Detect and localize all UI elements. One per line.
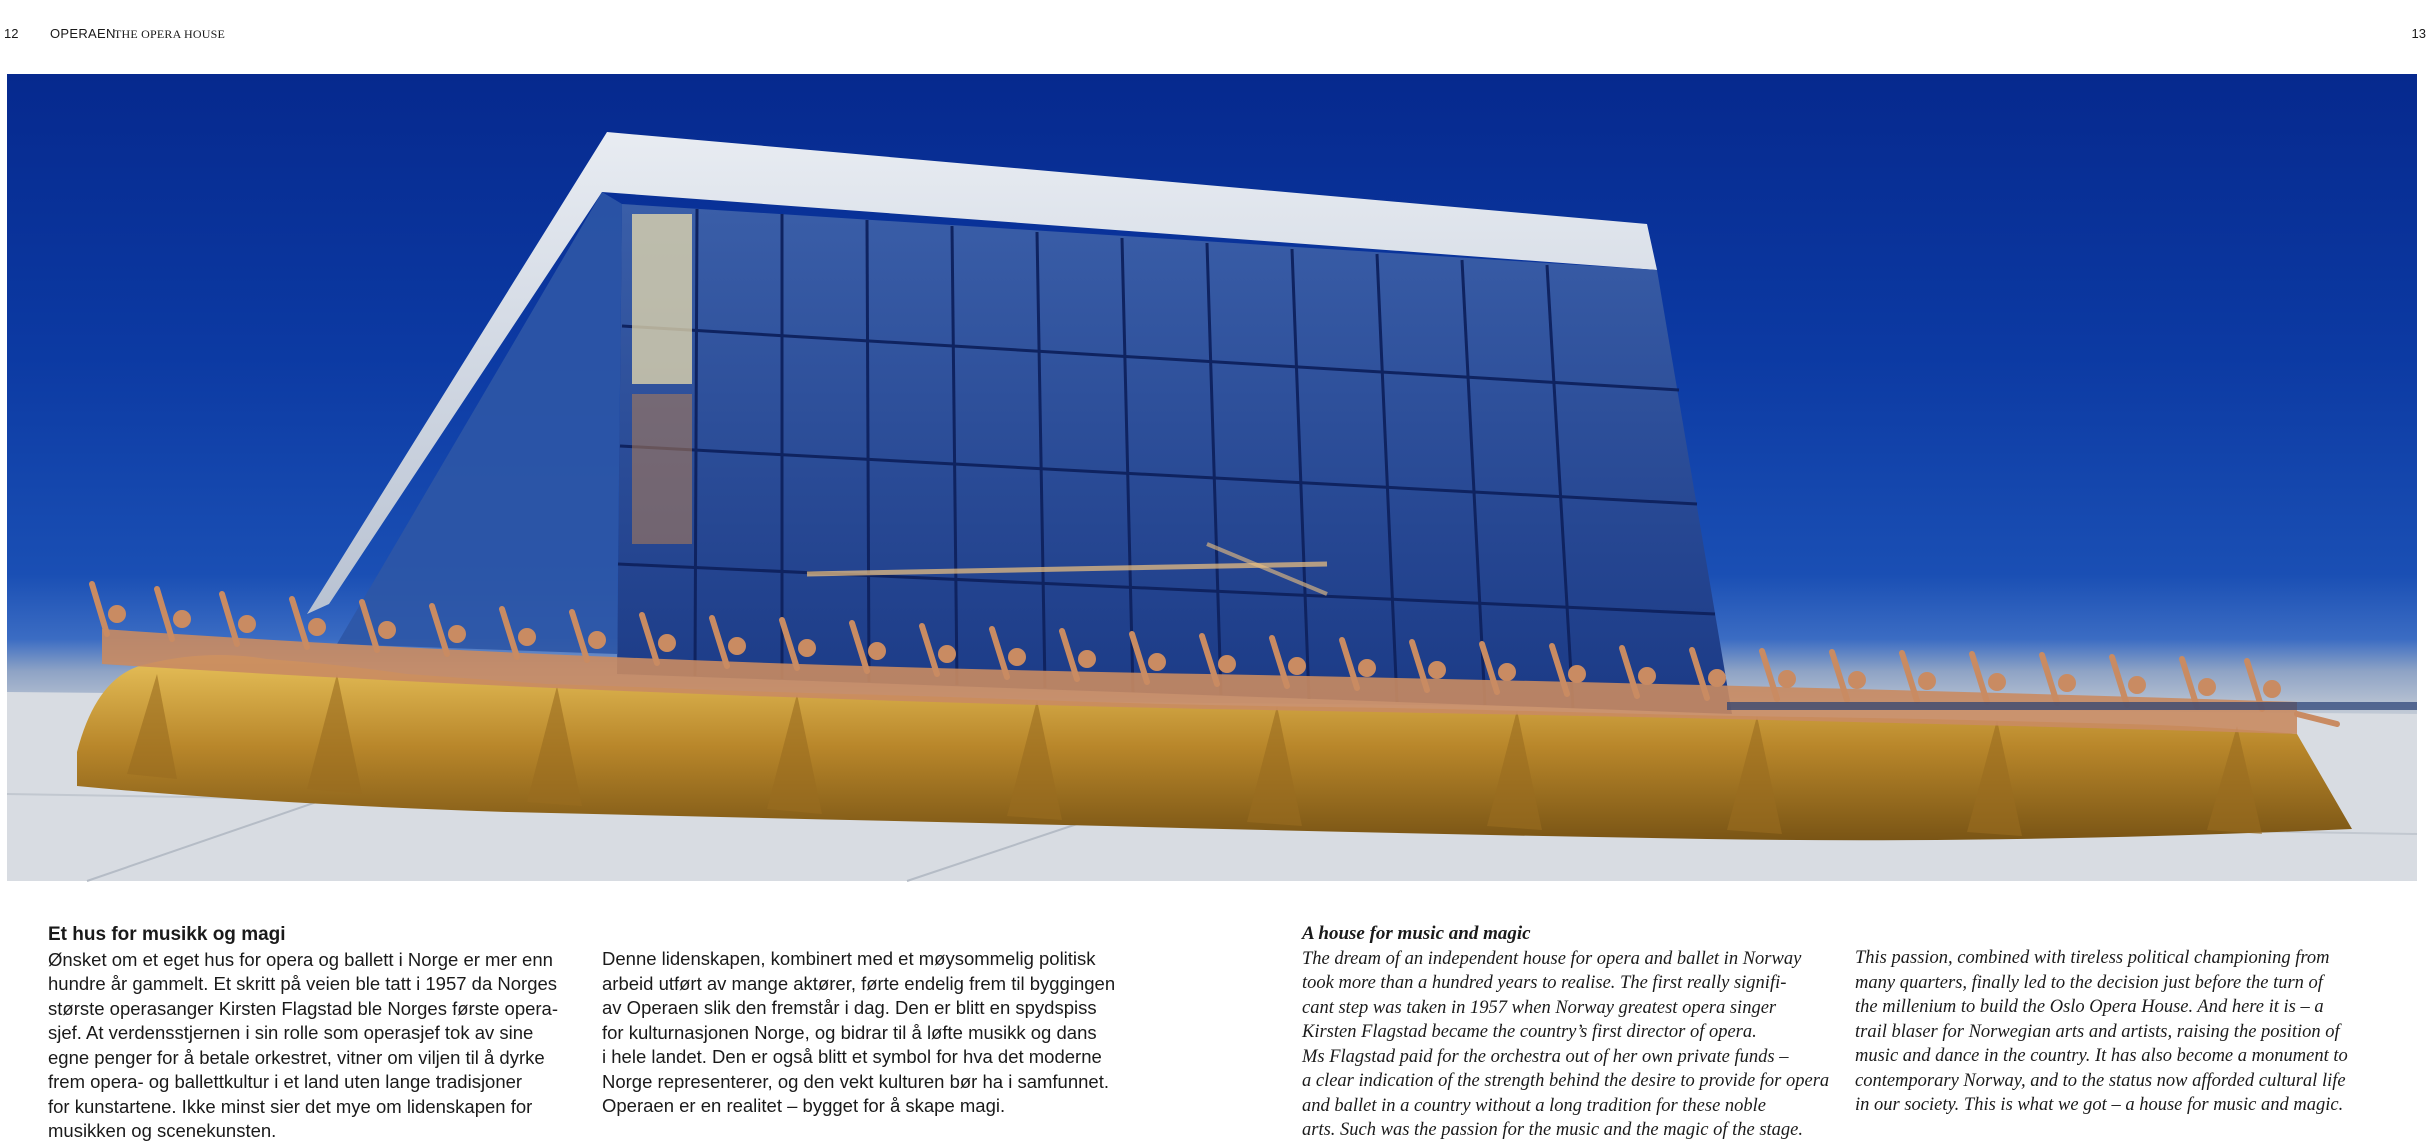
english-column-1 [1302, 922, 1862, 1143]
brand-title: OPERAEN [50, 26, 116, 41]
brand-subtitle: THE OPERA HOUSE [114, 27, 226, 41]
english-body-1: The dream of an independent house for opera and ballet in Norway took more than a hundred years to realise. The first really signifi- cant step was taken in 1957 when Norway greatest opera singer Kirsten Flagstad became the country’s first director of opera. Ms Flagstad paid for the orchestra out of her own private funds – a clear indication of the strength behind the desire to provide for opera and ballet in a country without a long tradition for these noble arts. Such was the passion for the music and the magic of the stage. [1302, 948, 1830, 1140]
norwegian-column-2 [602, 947, 1162, 1119]
english-column-2 [1855, 946, 2415, 1118]
english-body-2: This passion, combined with tireless political championing from many quarters, finally led to the decision just before the turn of the millenium to build the Oslo Opera House. And here it is – a trail blaser for Norwegian arts and artists, raising the position of music and dance in the country. It has also become a monument to contemporary Norway, and to the status now afforded cultural life in our society. This is what we got – a house for music and magic. [1855, 948, 2348, 1115]
norwegian-heading: Et hus for musikk og magi [48, 924, 286, 945]
english-heading: A house for music and magic [1302, 923, 1531, 944]
norwegian-column-1 [48, 923, 588, 1144]
hero-photo [7, 74, 2417, 881]
page-number-left: 12 [4, 26, 19, 41]
page-number-right: 13 [2411, 26, 2426, 41]
norwegian-body-2: Denne lidenskapen, kombinert med et møysommelig politisk arbeid utført av mange aktører, førte endelig frem til byggingen av Operaen slik den fremstår i dag. Den er blitt en spydspiss for kulturnasjonen Norge, og bidrar til å løfte musikk og dans i hele landet. Den er også blitt et symbol for hva det moderne Norge representerer, og den vekt kulturen bør ha i samfunnet. Operaen er en realitet – bygget for å skape magi. [602, 948, 1116, 1116]
photo-opera-house-dancers-icon [7, 74, 2417, 881]
norwegian-body-1: Ønsket om et eget hus for opera og ballett i Norge er mer enn hundre år gammelt. Et skritt på veien ble tatt i 1957 da Norges største operasanger Kirsten Flagstad ble Norges første opera- sjef. At verdensstjernen i sin rolle som operasjef tok av sine egne penger for å betale orkestret, vitner om viljen til å dyrke frem opera- og ballettkultur i et land uten lange tradisjoner for kunstartene. Ikke minst sier det mye om lidenskapen for musikken og scenekunsten. [48, 948, 559, 1141]
page-header [0, 26, 2424, 46]
